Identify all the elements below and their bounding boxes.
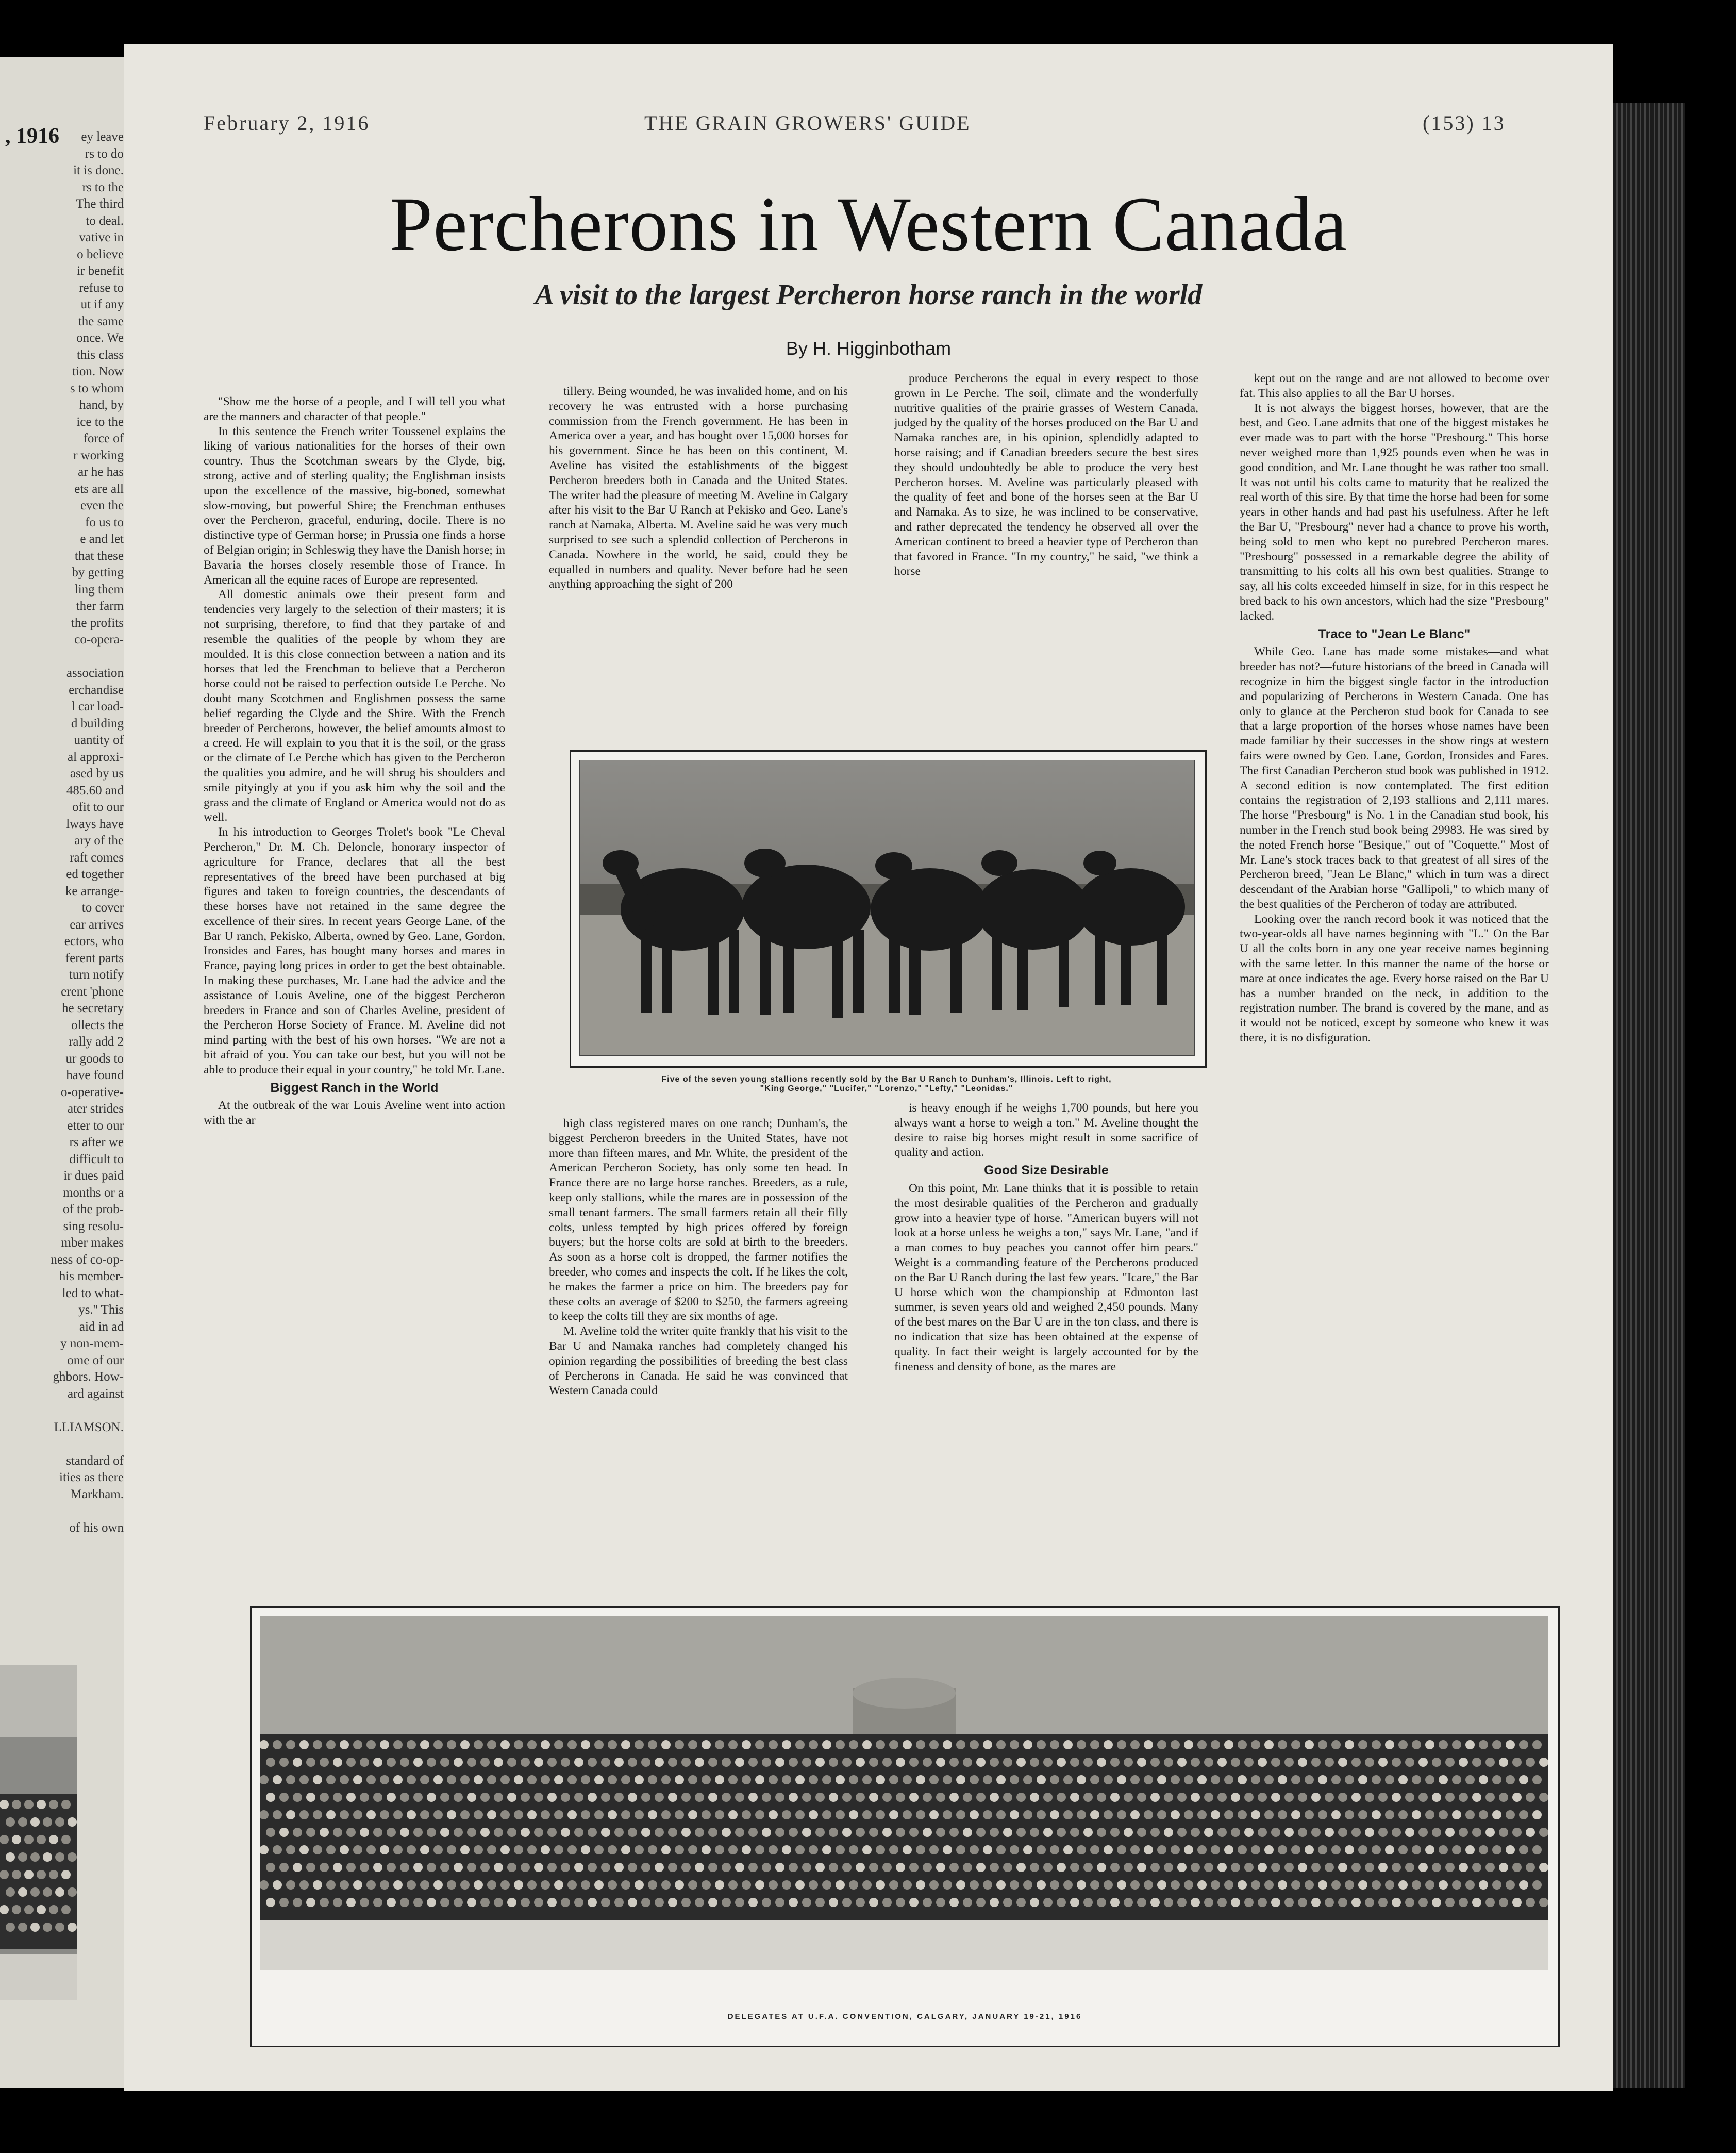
facing-page-line: to cover bbox=[81, 901, 124, 915]
facing-page-line: standard of bbox=[66, 1453, 124, 1468]
facing-page-line: o-operative- bbox=[60, 1085, 124, 1099]
facing-page-line: he secretary bbox=[61, 1001, 124, 1015]
facing-page-line: y non-mem- bbox=[60, 1336, 124, 1350]
facing-page-line bbox=[0, 649, 124, 666]
facing-page-line: have found bbox=[66, 1068, 124, 1082]
section-heading: Trace to "Jean Le Blanc" bbox=[1318, 626, 1471, 641]
facing-page-line: ey leave bbox=[81, 130, 124, 144]
facing-page-line: vative in bbox=[79, 230, 124, 244]
facing-page-line: ghbors. How- bbox=[53, 1370, 124, 1384]
horses-photo-caption-line-1: Five of the seven young stallions recently sold by the Bar U Ranch to Dunham's, Illinois. Left to right, bbox=[661, 1075, 1112, 1084]
facing-page-line: turn notify bbox=[69, 968, 124, 982]
facing-page-line: al approxi- bbox=[68, 750, 124, 764]
horses-photo-image bbox=[579, 760, 1195, 1056]
delegates-photo-caption: DELEGATES AT U.F.A. CONVENTION, CALGARY, JANUARY 19-21, 1916 bbox=[727, 2012, 1082, 2021]
facing-page-line: raft comes bbox=[70, 850, 124, 865]
section-heading: Good Size Desirable bbox=[984, 1163, 1109, 1178]
facing-page-line: r working bbox=[73, 448, 124, 462]
article-column-4 bbox=[1240, 371, 1549, 1588]
section-heading: Biggest Ranch in the World bbox=[270, 1080, 439, 1095]
facing-page-line: rs to the bbox=[82, 180, 124, 194]
article-title: Percherons in Western Canada bbox=[389, 181, 1348, 267]
article-paragraph: In his introduction to Georges Trolet's book "Le Cheval Percheron," Dr. M. Ch. Deloncle, honorary inspector of agriculture for France, declares that all the best representatives of the breed have been purchased at big figures and taken to foreign countries, the descendants of these horses have not retained in the same degree the excellence of their sires. In recent years George Lane, of the Bar U ranch, Pekisko, Alberta, owned by Geo. Lane, Gordon, Ironsides and Fares, has bought many horses and mares in France, paying long prices in order to get the best obtainable. In making these purchases, Mr. Lane had the advice and the assistance of Louis Aveline, one of the biggest Percheron breeders in France and son of Charles Aveline, president of the Percheron Horse Society of France. M. Aveline did not mind parting with the best of his own horses. "We are not a bit afraid of you. You can take our best, but you will not be able to produce their equal in your country," he told Mr. Lane. bbox=[204, 825, 505, 1076]
facing-page-line: that these bbox=[74, 549, 124, 563]
facing-page-line: ities as there bbox=[59, 1470, 124, 1484]
facing-page-line: the same bbox=[78, 314, 124, 328]
facing-page-line: rally add 2 bbox=[69, 1035, 124, 1049]
facing-page-line: ke arrange- bbox=[65, 884, 124, 898]
article-column-1 bbox=[204, 394, 505, 1585]
facing-page-line: lways have bbox=[66, 817, 124, 831]
facing-page-line: the profits bbox=[71, 616, 124, 630]
article-column-2-bottom bbox=[549, 1116, 848, 1596]
facing-page-line: ary of the bbox=[74, 834, 124, 848]
facing-page-line: ling them bbox=[74, 582, 124, 597]
facing-page-line: force of bbox=[83, 432, 124, 445]
article-paragraph: kept out on the range and are not allowed to become over fat. This also applies to all the Bar U horses. bbox=[1240, 372, 1549, 400]
facing-page-line: tion. Now bbox=[72, 365, 124, 378]
facing-page-line: ets are all bbox=[74, 482, 124, 496]
article-column-2-top bbox=[549, 384, 848, 740]
facing-page-date: , 1916 bbox=[5, 124, 59, 148]
facing-page-line: refuse to bbox=[79, 280, 124, 295]
issue-date: February 2, 1916 bbox=[204, 111, 370, 135]
article-column-3-top bbox=[894, 371, 1198, 732]
facing-page-line: ectors, who bbox=[64, 934, 124, 948]
horses-photo bbox=[570, 750, 1207, 1068]
article-paragraph: tillery. Being wounded, he was invalided home, and on his recovery he was entrusted with a horse purchasing commission from the French government. He has been in America over a year, and has bought over 15,000 horses for his government. Since he has been on this continent, M. Aveline has visited the establishments of the biggest Percheron breeders both in Canada and the United States. The writer had the pleasure of meeting M. Aveline in Calgary after his visit to the Bar U Ranch at Pekisko and Geo. Lane's ranch at Namaka, Alberta. M. Aveline said he was very much surprised to see such a splendid collection of Percherons in Canada. Nowhere in the world, he said, could they be equalled in numbers and quality. Never before had he seen anything approaching the sight of 200 bbox=[549, 385, 848, 591]
facing-page-line: 485.60 and bbox=[66, 783, 124, 798]
facing-page-line: his member- bbox=[59, 1269, 124, 1283]
facing-page-line: co-opera- bbox=[74, 633, 124, 647]
facing-page-line: led to what- bbox=[62, 1286, 124, 1300]
facing-page-line: ome of our bbox=[67, 1353, 124, 1367]
article-paragraph: At the outbreak of the war Louis Aveline went into action with the ar bbox=[204, 1099, 505, 1128]
facing-page-line: ut if any bbox=[80, 297, 124, 311]
facing-page-line: months or a bbox=[62, 1185, 124, 1200]
article-paragraph: M. Aveline told the writer quite frankly that his visit to the Bar U and Namaka ranches had completely changed his opinion regarding the possibilities of breeding the best class of Percherons in Canada. He said he was convinced that Western Canada could bbox=[549, 1324, 848, 1398]
facing-page-line: this class bbox=[77, 347, 124, 362]
delegates-photo bbox=[250, 1606, 1560, 2047]
facing-page-line: it is done. bbox=[73, 163, 124, 177]
facing-page-line: etter to our bbox=[67, 1118, 124, 1133]
facing-page-line: by getting bbox=[72, 566, 124, 579]
facing-page-text bbox=[0, 129, 124, 1536]
facing-page-line: erchandise bbox=[69, 683, 124, 697]
facing-page-line: ater strides bbox=[68, 1102, 124, 1116]
facing-page-line: o believe bbox=[77, 247, 124, 261]
newspaper-page bbox=[124, 44, 1613, 2091]
horses-photo-caption-line-2: "King George," "Lucifer," "Lorenzo," "Lefty," "Leonidas." bbox=[760, 1084, 1013, 1093]
article-paragraph: "Show me the horse of a people, and I will tell you what are the manners and character of that people." bbox=[204, 395, 505, 423]
facing-page-line: of his own bbox=[69, 1520, 124, 1535]
facing-page-line: to deal. bbox=[86, 213, 124, 228]
facing-page-line: d building bbox=[71, 716, 124, 731]
article-paragraph: All domestic animals owe their present form and tendencies very largely to the selection of their masters; it is not surprising, therefore, to find that they partake of and resemble the qualities of the people by whom they are moulded. It is this close connection between a nation and its horses that led the Frenchman to believe that a Percheron horse could not be raised to perfection outside Le Perche. No doubt many Scotchmen and Englishmen possess the same belief regarding the Clyde and the Shire. With the French breeder of Percherons, however, the belief amounts almost to a creed. He will explain to you that it is the soil, or the grass or the climate of Le Perche which has given to the Percheron the qualities you admire, and he will shrug his shoulders and smile pityingly at you if you ask him why the soil and the grass and the climate of England or America would not do as well. bbox=[204, 588, 505, 824]
facing-page-line: ir dues paid bbox=[63, 1169, 124, 1183]
facing-page-line: fo us to bbox=[85, 515, 124, 529]
facing-page-line bbox=[0, 1402, 124, 1419]
facing-page-line: sing resolu- bbox=[63, 1219, 124, 1233]
delegates-photo-image bbox=[260, 1616, 1548, 1970]
article-paragraph: In this sentence the French writer Toussenel explains the liking of various nationalities for the horses of their own country. Thus the Scotchman swears by the Clyde, big, strong, active and of sterling quality; the Englishman insists upon the excellence of the massive, big-boned, somewhat slow-moving, but powerful Shire; the Frenchman enthuses over the Percheron, graceful, enduring, docile. There is no distinctive type of German horse; in Prussia one finds a horse of Belgian origin; in Schleswig they have the Danish horse; in Bavaria the horses closely resemble those of France. In American all the equine races of Europe are represented. bbox=[204, 424, 505, 587]
facing-page-line: ased by us bbox=[70, 767, 124, 781]
article-paragraph: It is not always the biggest horses, however, that are the best, and Geo. Lane admits that one of the biggest mistakes he ever made was to part with the horse "Presbourg." This horse never weighed more than 1,925 pounds even when he was in good condition, and Mr. Lane thought he was rather too small. It was not until his colts came to maturity that he realized the real worth of this sire. By that time the horse had been for some years in other hands and had past his usefulness. After he left the Bar U, "Presbourg" never had a chance to prove his worth, being sold to men who kept no purebred Percheron mares. "Presbourg" possessed in a remarkable degree the ability of transmitting to his colts all his own best qualities. Strange to say, all his colts exceeded himself in size, for in this respect he bred back to his own ancestors, which had the size "Presbourg" lacked. bbox=[1240, 401, 1549, 623]
article-subtitle: A visit to the largest Percheron horse ranch in the world bbox=[535, 279, 1203, 311]
facing-page-line: once. We bbox=[76, 331, 124, 345]
facing-page bbox=[0, 57, 125, 2088]
article-paragraph: is heavy enough if he weighs 1,700 pounds, but here you always want a horse to weigh a ton." M. Aveline thought the desire to raise big horses might result in some sacrifice of quality and action. bbox=[894, 1101, 1198, 1160]
facing-page-line: ice to the bbox=[76, 415, 124, 429]
facing-page-line: mber makes bbox=[61, 1236, 124, 1250]
facing-page-line: ofit to our bbox=[72, 800, 124, 814]
facing-page-line: ur goods to bbox=[65, 1051, 124, 1066]
facing-page-line: hand, by bbox=[79, 398, 124, 412]
article-paragraph: Looking over the ranch record book it was noticed that the two-year-olds all have names beginning with "L." On the Bar U all the colts born in any one year receive names beginning with the same letter. In this manner the name of the horse or mare at once indicates the age. Every horse raised on the Bar U has a number branded on the neck, in addition to the registration number. The brand is covered by the mane, and as it would not be noticed, except by someone who knew it was there, it is no disfiguration. bbox=[1240, 912, 1549, 1045]
facing-page-line: aid in ad bbox=[79, 1319, 124, 1334]
facing-page-line: l car load- bbox=[71, 700, 124, 714]
article-paragraph: While Geo. Lane has made some mistakes—and what breeder has not?—future historians of the breed in Canada will recognize in him the biggest single factor in the introduction and popularizing of Percherons in Western Canada. One has only to glance at the Percheron stud book for Canada to see that a large proportion of the horses whose names have been made familiar by their successes in the show rings at western fairs were owned by Geo. Lane, Gordon, Ironsides and Fares. The first Canadian Percheron stud book was published in 1912. A second edition is now contemplated. The first edition contains the registration of 2,193 stallions and 2,111 mares. The horse "Presbourg" is No. 1 in the Canadian stud book, his number in the French stud book being 29983. He was sired by the noted French horse "Besique," out of "Coquette." Most of Mr. Lane's stock traces back to that greatest of all sires of the Percheron breed, "Jean Le Blanc," which in turn was a direct descendant of the Arabian horse "Gallipoli," to which many of the best qualities of the Percheron of today are attributed. bbox=[1240, 645, 1549, 911]
facing-page-line: ollects the bbox=[71, 1018, 124, 1032]
facing-page-line: ard against bbox=[68, 1386, 124, 1401]
facing-page-line: ferent parts bbox=[65, 951, 124, 965]
facing-page-line: ness of co-op- bbox=[51, 1252, 124, 1267]
facing-page-line: ed together bbox=[66, 867, 124, 881]
bound-page-edges bbox=[1613, 103, 1685, 2088]
facing-page-line: ear arrives bbox=[70, 917, 124, 932]
facing-page-line: Markham. bbox=[70, 1487, 124, 1501]
facing-page-line: The third bbox=[76, 197, 124, 211]
article-paragraph: high class registered mares on one ranch; Dunham's, the biggest Percheron breeders in the United States, have not more than fifteen mares, and Mr. White, the president of the American Percheron Society, has only some ten head. In France there are no large horse ranches. Breeders, as a rule, keep only stallions, while the mares are in possession of the small tenant farmers. The small farmers retain all their filly colts, unless tempted by high prices offered by foreign buyers; but the horse colts are sold at birth to the breeders. As soon as a horse colt is dropped, the farmer notifies the breeder, who comes and inspects the colt. If he likes the colt, he makes the farmer a price on him. The breeders pay for these colts an average of $200 to $250, the farmers agreeing to keep the colts till they are six months of age. bbox=[549, 1117, 848, 1323]
facing-page-line: of the prob- bbox=[62, 1202, 124, 1216]
article-paragraph: produce Percherons the equal in every respect to those grown in Le Perche. The soil, climate and the wonderfully nutritive qualities of the prairie grasses of Western Canada, judged by the quality of the horses produced on the Bar U and Namaka ranches are, in his opinion, splendidly adapted to horse raising; and if Canadian breeders secure the best sires they should undoubtedly be able to produce the very best Percheron horses. M. Aveline was particularly pleased with the quality of feet and bone of the horses seen at the Bar U and Namaka. As to size, he was inclined to be conservative, and rather deprecated the tendency he observed all over the American continent to breed a heavier type of Percheron than that favored in France. "In my country," he said, "we think a horse bbox=[894, 372, 1198, 578]
article-byline: By H. Higginbotham bbox=[786, 338, 952, 359]
facing-page-line: s to whom bbox=[70, 381, 124, 395]
article-paragraph: On this point, Mr. Lane thinks that it is possible to retain the most desirable qualities of the Percheron and gradually grow into a heavier type of horse. "American buyers will not look at a horse unless he weighs a ton," says Mr. Lane, "and if a man comes to buy peaches you cannot offer him pears." Weight is a commanding feature of the Percherons produced on the Bar U Ranch during the last few years. "Icare," the Bar U horse which won the championship at Edmonton last summer, is seven years old and weighed 2,450 pounds. Many of the best mares on the Bar U are in the ton class, and there is no indication that size has been obtained at the expense of quality. In fact their weight is largely accounted for by the fineness and density of bone, as the mares are bbox=[894, 1181, 1198, 1373]
page-number: (153) 13 bbox=[1423, 111, 1506, 135]
facing-page-photo bbox=[0, 1665, 77, 2000]
facing-page-line: ys.'' This bbox=[78, 1303, 124, 1317]
facing-page-line: e and let bbox=[80, 532, 124, 546]
facing-page-line: ar he has bbox=[78, 465, 124, 479]
horses-photo-caption bbox=[559, 1075, 1214, 1094]
facing-page-line: LLIAMSON. bbox=[54, 1420, 124, 1434]
facing-page-line: rs after we bbox=[69, 1135, 124, 1149]
facing-page-line: ir benefit bbox=[77, 264, 124, 278]
facing-page-line: even the bbox=[80, 499, 124, 512]
facing-page-line bbox=[0, 1503, 124, 1520]
facing-page-line: ther farm bbox=[76, 599, 124, 613]
publication-name: THE GRAIN GROWERS' GUIDE bbox=[644, 111, 971, 135]
facing-page-line: uantity of bbox=[74, 733, 124, 747]
facing-page-line: association bbox=[66, 666, 124, 680]
facing-page-line: rs to do bbox=[85, 146, 124, 161]
facing-page-line: erent 'phone bbox=[61, 984, 124, 999]
facing-page-line bbox=[0, 1436, 124, 1453]
facing-page-line: difficult to bbox=[69, 1152, 124, 1166]
article-column-3-bottom bbox=[894, 1101, 1198, 1596]
